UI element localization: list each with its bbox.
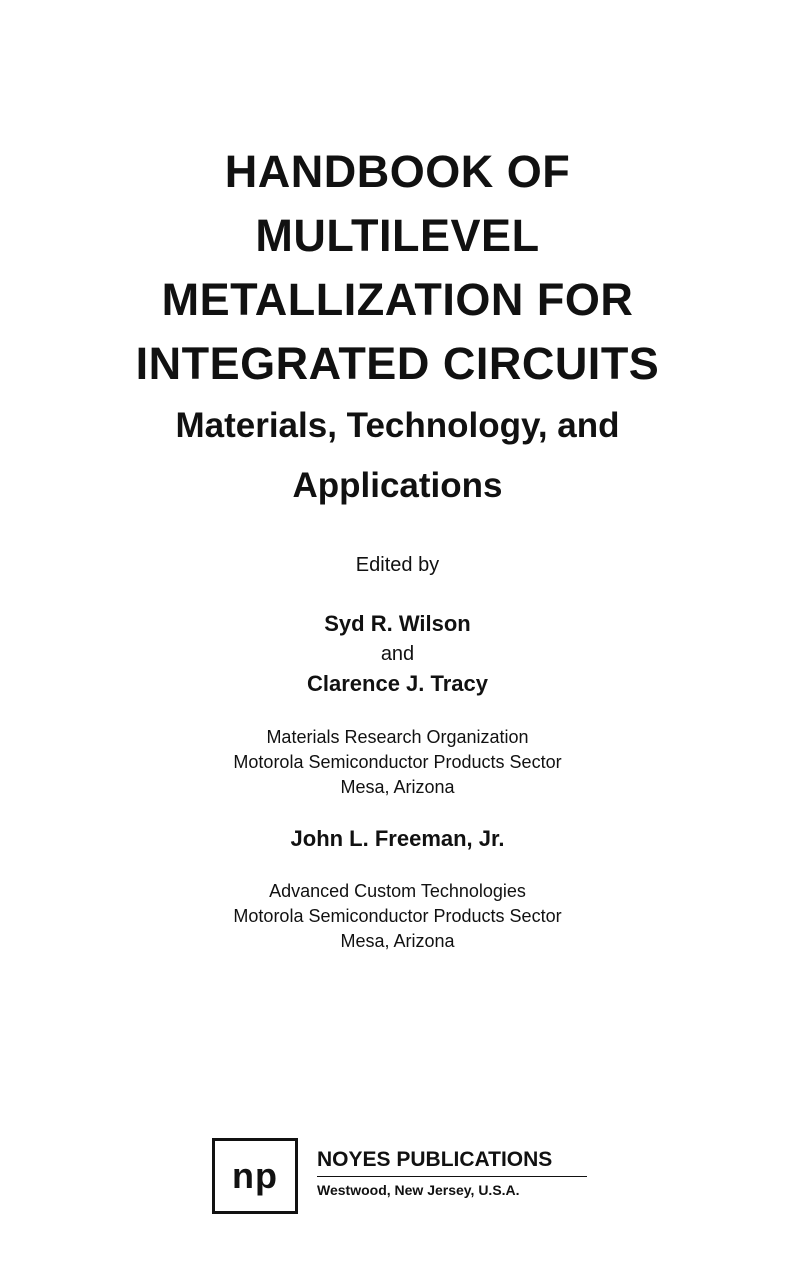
affiliation-1-line-1: Materials Research Organization xyxy=(266,727,529,747)
affiliation-1-line-2: Motorola Semiconductor Products Sector xyxy=(233,752,562,772)
title-line-3: METALLIZATION FOR xyxy=(161,274,634,325)
book-subtitle xyxy=(0,396,795,516)
affiliation-2-line-2: Motorola Semiconductor Products Sector xyxy=(233,906,562,926)
title-line-4: INTEGRATED CIRCUITS xyxy=(135,338,660,389)
affiliation-2-line-3: Mesa, Arizona xyxy=(340,931,455,951)
subtitle-line-2: Applications xyxy=(292,466,503,505)
editors-group xyxy=(0,609,795,699)
publisher-location: Westwood, New Jersey, U.S.A. xyxy=(317,1182,520,1198)
publisher-logo-text: np xyxy=(232,1155,278,1196)
affiliation-block-2 xyxy=(0,879,795,954)
affiliation-1-line-3: Mesa, Arizona xyxy=(340,777,455,797)
editor-name-2: Clarence J. Tracy xyxy=(306,671,488,696)
editor-conjunction: and xyxy=(380,643,415,665)
edited-by-label: Edited by xyxy=(355,554,440,576)
editor-name-3: John L. Freeman, Jr. xyxy=(290,826,505,851)
affiliation-2-line-1: Advanced Custom Technologies xyxy=(269,881,526,901)
book-title xyxy=(0,140,795,396)
publisher-block xyxy=(212,1138,592,1212)
title-line-1: HANDBOOK OF xyxy=(224,146,571,197)
title-line-2: MULTILEVEL xyxy=(255,210,540,261)
editor-name-1: Syd R. Wilson xyxy=(324,611,471,636)
publisher-divider xyxy=(317,1176,587,1177)
affiliation-block-1 xyxy=(0,725,795,800)
subtitle-line-1: Materials, Technology, and xyxy=(175,406,620,445)
publisher-name: NOYES PUBLICATIONS xyxy=(317,1148,553,1171)
publisher-logo xyxy=(212,1138,298,1214)
